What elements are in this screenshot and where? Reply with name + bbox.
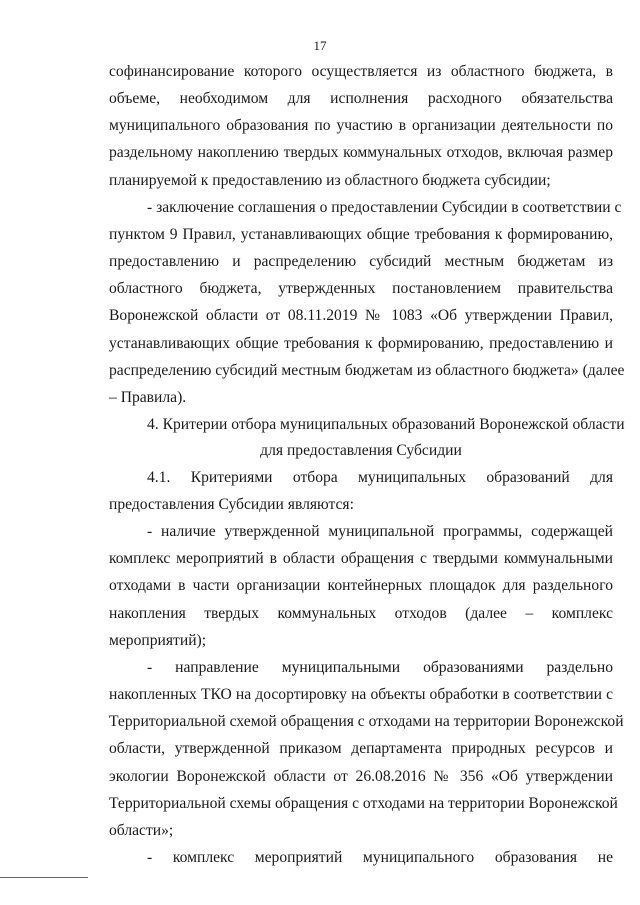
- text-line: - наличие утвержденной муниципальной программы, содержащей: [147, 523, 613, 540]
- text-line: мероприятий);: [109, 631, 207, 649]
- text-line: раздельному накоплению твердых коммунальных отходов, включая размер: [109, 144, 613, 162]
- text-line: Воронежской области от 08.11.2019 № 1083 «Об утверждении Правил,: [109, 307, 613, 325]
- text-line: области»;: [109, 821, 174, 839]
- text-line: предоставления Субсидии являются:: [109, 495, 354, 513]
- text-line: экологии Воронежской области от 26.08.2016 № 356 «Об утверждении: [109, 767, 613, 785]
- text-line: комплекс мероприятий в области обращения с твердыми коммунальными: [109, 550, 613, 568]
- footnote-rule: [0, 877, 88, 878]
- text-line: - заключение соглашения о предоставлении Субсидии в соответствии с: [147, 198, 622, 216]
- text-line: 4.1. Критериями отбора муниципальных образований для: [147, 468, 613, 486]
- text-line: Территориальной схемой обращения с отходами на территории Воронежской: [109, 713, 624, 731]
- text-line: областного бюджета, утвержденных постановлением правительства: [109, 280, 613, 298]
- text-line: софинансирование которого осуществляется из областного бюджета, в: [109, 63, 613, 80]
- text-line: - комплекс мероприятий муниципального образования не: [147, 849, 613, 866]
- section-heading: для предоставления Субсидии: [260, 442, 462, 460]
- page-number: 17: [313, 38, 327, 53]
- text-line: распределению субсидий местным бюджетам из областного бюджета» (далее: [109, 361, 625, 379]
- text-line: накопления твердых коммунальных отходов (далее – комплекс: [109, 604, 613, 622]
- text-line: – Правила).: [109, 388, 187, 406]
- section-heading: 4. Критерии отбора муниципальных образований Воронежской области: [147, 416, 625, 434]
- text-line: предоставлению и распределению субсидий местным бюджетам из: [109, 253, 613, 271]
- text-line: отходами в части организации контейнерных площадок для раздельного: [109, 577, 613, 595]
- text-line: устанавливающих общие требования к формированию, предоставлению и: [109, 334, 613, 352]
- text-line: объеме, необходимом для исполнения расходного обязательства: [109, 90, 613, 108]
- text-line: пунктом 9 Правил, устанавливающих общие требования к формированию,: [109, 225, 613, 243]
- text-line: планируемой к предоставлению из областного бюджета субсидии;: [109, 171, 551, 189]
- text-line: области, утвержденной приказом департамента природных ресурсов и: [109, 740, 613, 758]
- text-line: - направление муниципальными образованиями раздельно: [147, 658, 613, 676]
- text-line: муниципального образования по участию в организации деятельности по: [109, 117, 613, 135]
- text-line: накопленных ТКО на досортировку на объекты обработки в соответствии с: [109, 686, 613, 703]
- text-line: Территориальной схемы обращения с отходами на территории Воронежской: [109, 794, 618, 812]
